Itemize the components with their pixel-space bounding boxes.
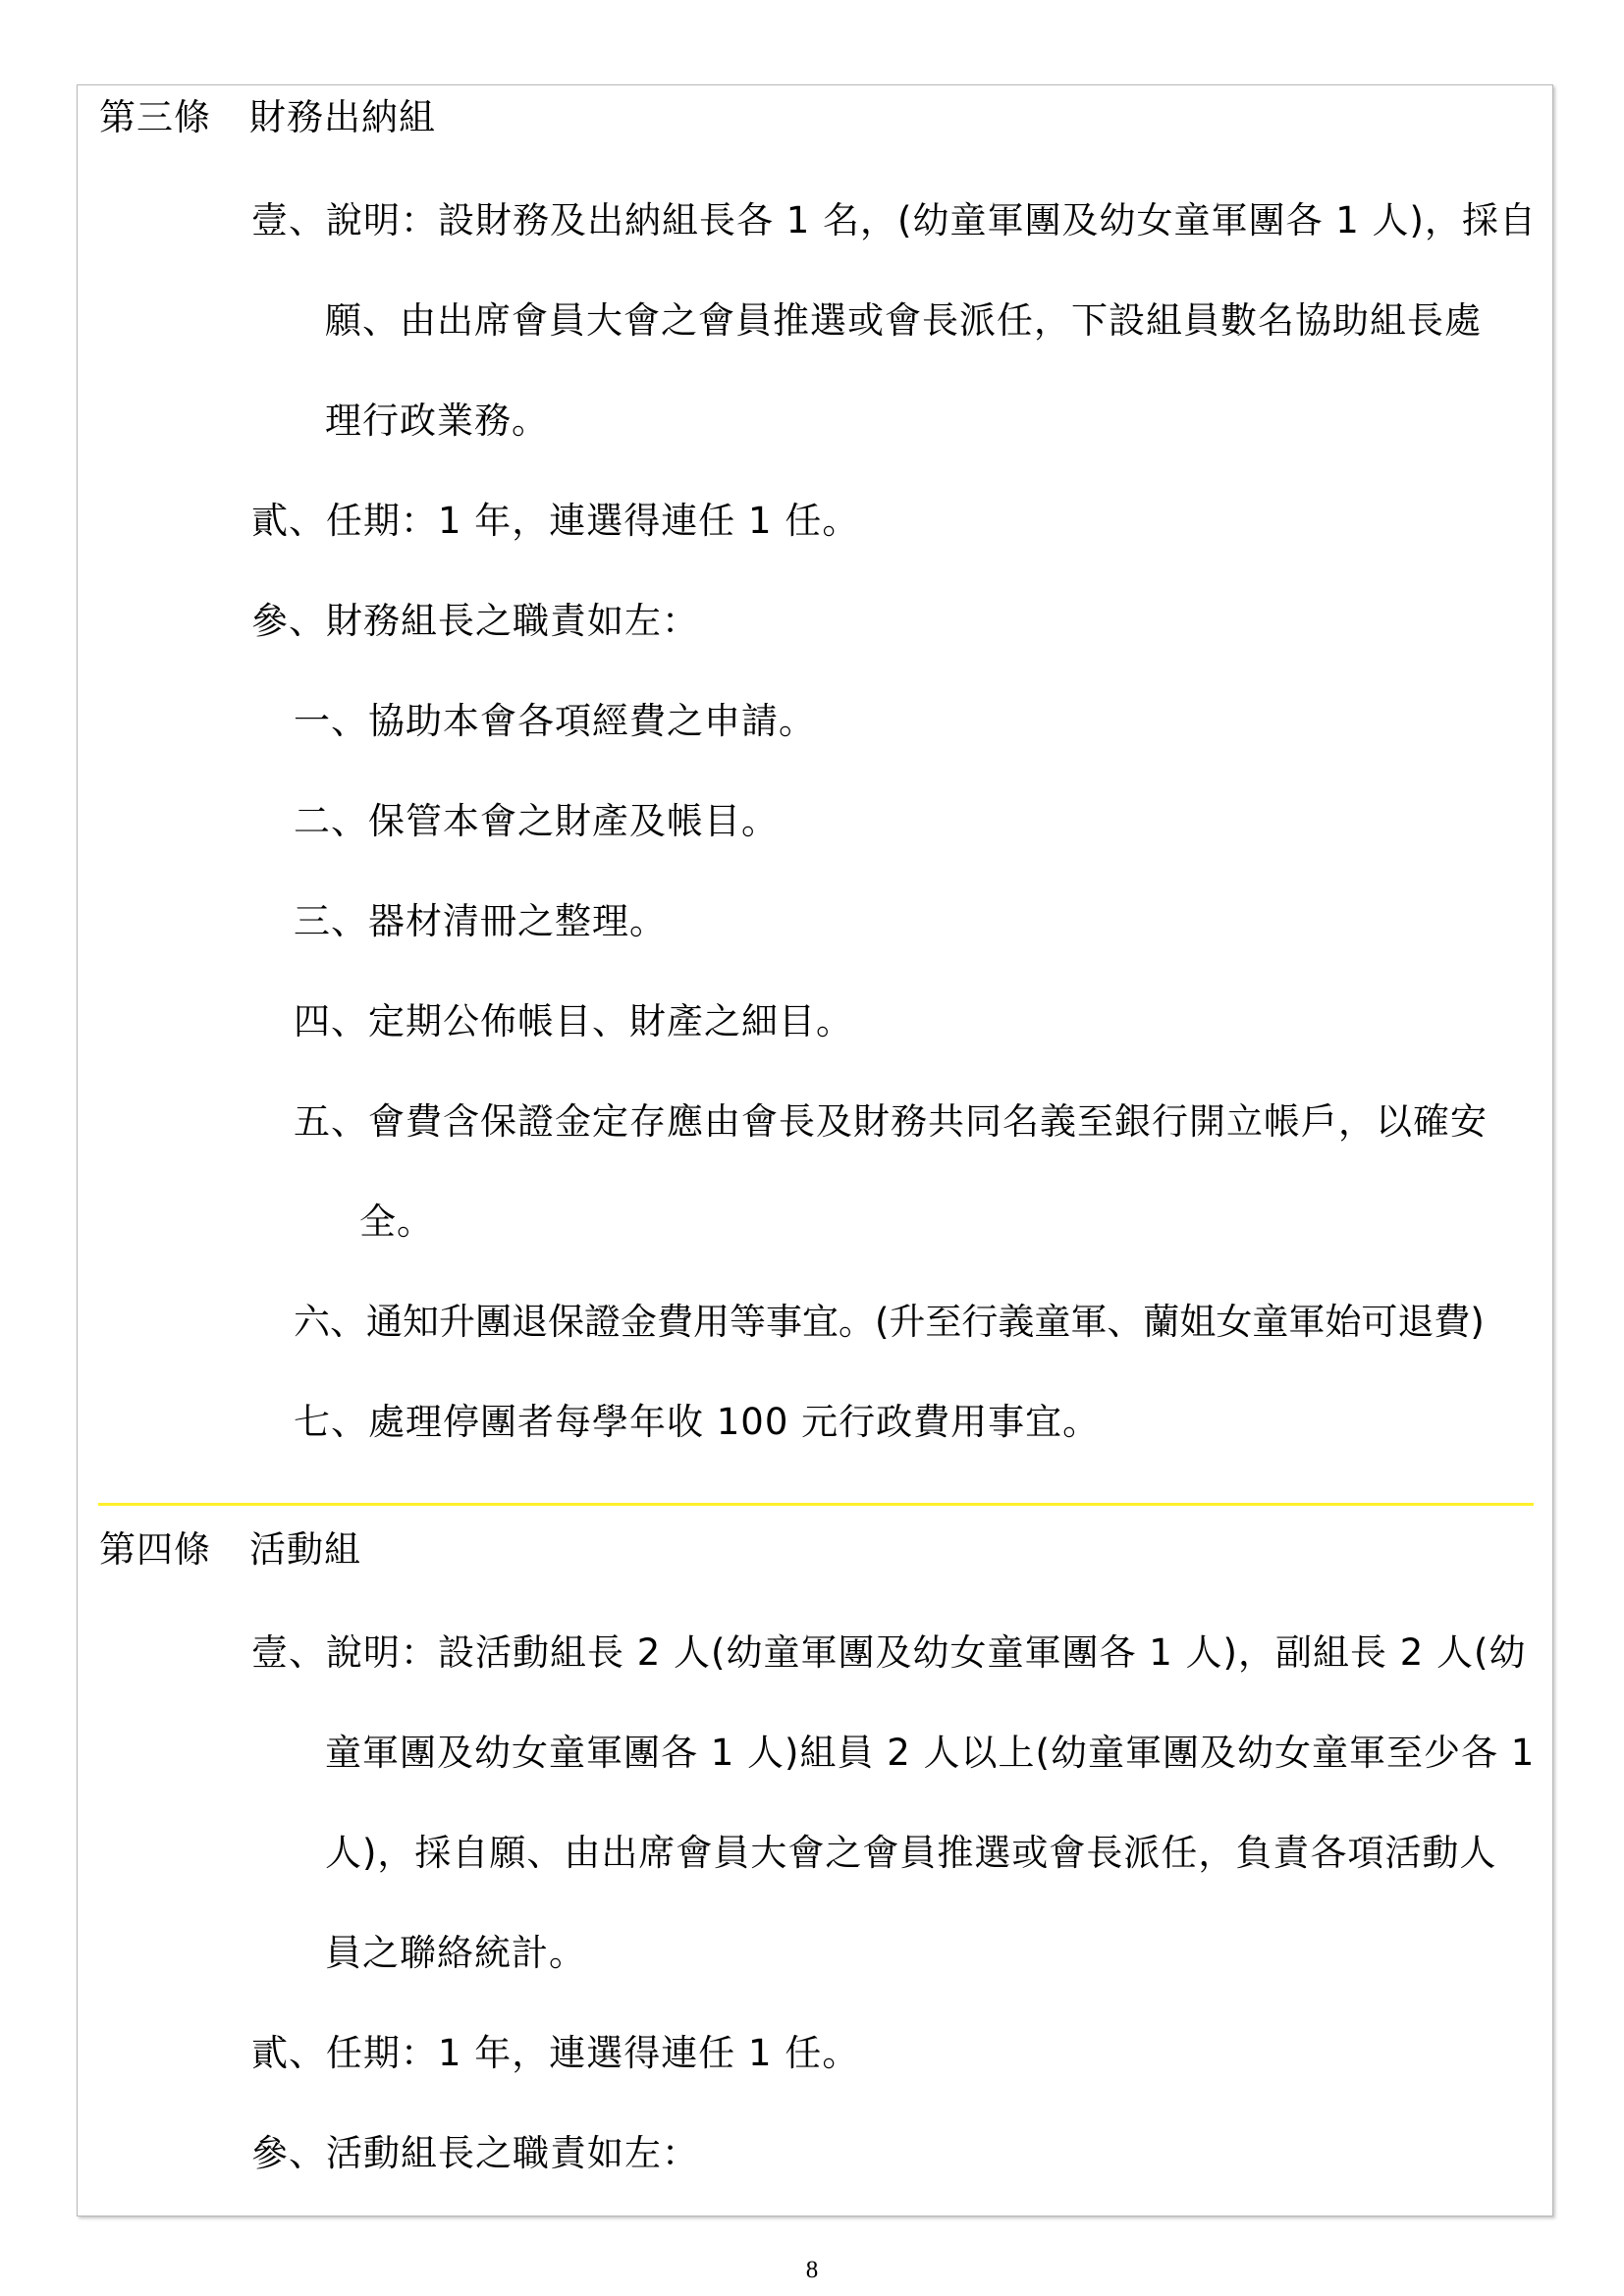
list-item: 一、協助本會各項經費之申請。 xyxy=(294,700,816,742)
list-item: 三、器材清冊之整理。 xyxy=(294,900,667,942)
paragraph-line: 貳、任期：1 年，連選得連任 1 任。 xyxy=(251,500,860,542)
paragraph-line: 壹、說明：設財務及出納組長各 1 名，(幼童軍團及幼女童軍團各 1 人)，採自 xyxy=(251,199,1537,241)
paragraph-line: 參、財務組長之職責如左： xyxy=(251,600,699,642)
paragraph-line: 貳、任期：1 年，連選得連任 1 任。 xyxy=(251,2032,860,2074)
list-item: 七、處理停團者每學年收 100 元行政費用事宜。 xyxy=(294,1401,1101,1443)
paragraph-line: 童軍團及幼女童軍團各 1 人)組員 2 人以上(幼童軍團及幼女童軍至少各 1 xyxy=(325,1732,1536,1774)
page-frame xyxy=(77,84,1553,2216)
paragraph-line: 參、活動組長之職責如左： xyxy=(251,2132,699,2174)
list-item: 四、定期公佈帳目、財產之細目。 xyxy=(294,1000,853,1042)
paragraph-line: 人)，採自願、由出席會員大會之會員推選或會長派任，負責各項活動人 xyxy=(325,1832,1497,1874)
page-number: 8 xyxy=(805,2257,819,2283)
list-item: 五、會費含保證金定存應由會長及財務共同名義至銀行開立帳戶，以確安 xyxy=(294,1100,1488,1143)
list-item: 六、通知升團退保證金費用等事宜。(升至行義童軍、蘭姐女童軍始可退費) xyxy=(294,1301,1485,1343)
article-number: 第三條 xyxy=(99,96,211,138)
list-item: 全。 xyxy=(359,1201,434,1243)
paragraph-line: 員之聯絡統計。 xyxy=(325,1932,586,1974)
paragraph-line: 願、由出席會員大會之會員推選或會長派任，下設組員數名協助組長處 xyxy=(325,299,1482,342)
article-number: 第四條 xyxy=(99,1528,211,1571)
article-title: 活動組 xyxy=(249,1528,361,1571)
paragraph-line: 壹、說明：設活動組長 2 人(幼童軍團及幼女童軍團各 1 人)，副組長 2 人(幼 xyxy=(251,1631,1527,1674)
list-item: 二、保管本會之財產及帳目。 xyxy=(294,800,779,842)
section-divider xyxy=(98,1503,1534,1506)
paragraph-line: 理行政業務。 xyxy=(325,400,549,442)
article-heading xyxy=(99,1527,361,1573)
article-title: 財務出納組 xyxy=(249,96,436,138)
article-heading xyxy=(99,95,436,140)
